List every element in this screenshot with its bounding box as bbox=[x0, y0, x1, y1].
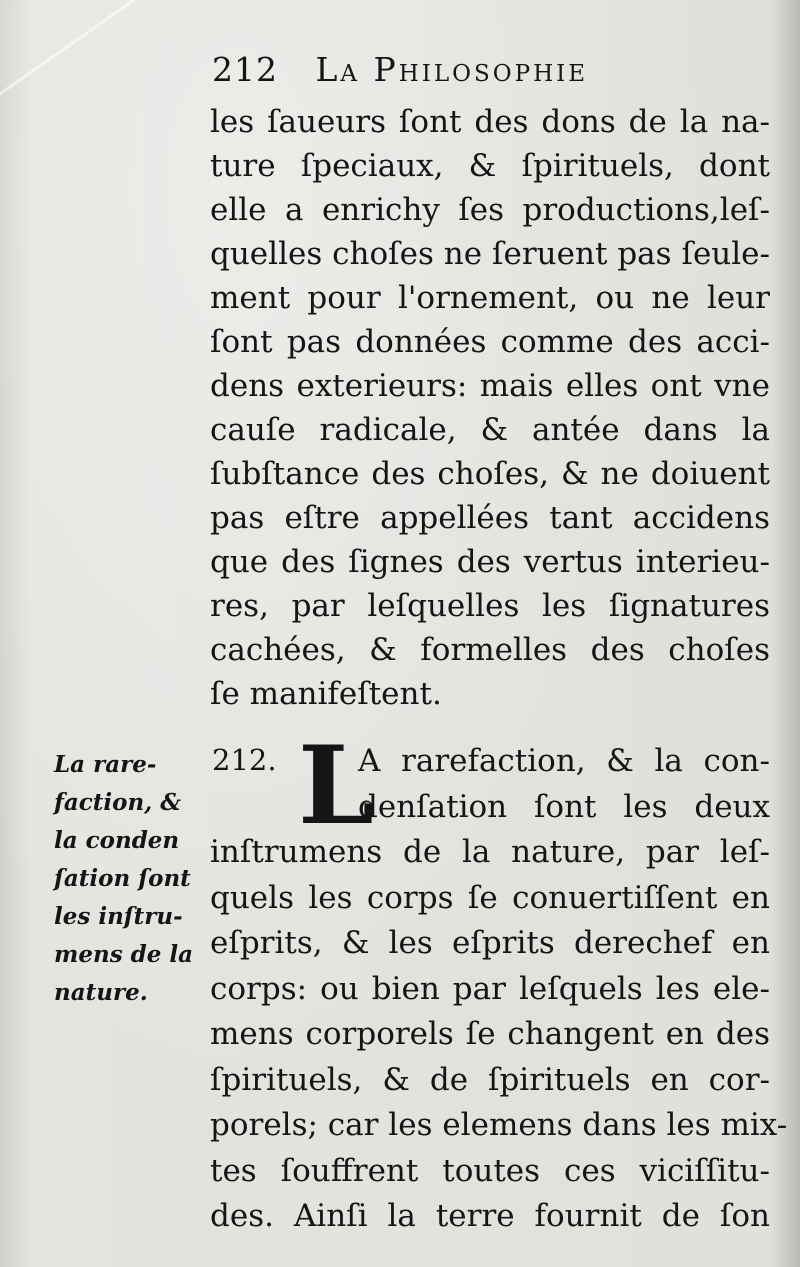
text-line: quelles choſes ne ſeruent pas ſeule- bbox=[210, 236, 770, 272]
text-line: eſprits, & les eſprits derechef en bbox=[210, 925, 770, 961]
text-line: tes ſouffrent toutes ces viciſſitu- bbox=[210, 1152, 770, 1189]
text-line: ſe manifeſtent. bbox=[210, 676, 442, 712]
text-line: elle a enrichy ſes productions,leſ- bbox=[210, 192, 770, 228]
text-line: ture ſpeciaux, & ſpirituels, dont bbox=[210, 148, 770, 184]
text-line: porels; car les elemens dans les mix- bbox=[210, 1107, 788, 1143]
paragraph-2 bbox=[210, 723, 788, 1240]
text-line: inſtrumens de la nature, par leſ- bbox=[210, 834, 770, 870]
text-line: A rarefaction, & la con- bbox=[358, 743, 770, 779]
marginal-note-line: faction, & bbox=[54, 789, 182, 816]
text-line: des. Ainſi la terre fournit de ſon bbox=[210, 1198, 770, 1234]
drop-cap: L bbox=[298, 723, 374, 849]
running-head bbox=[212, 50, 772, 100]
marginal-note bbox=[54, 746, 204, 1012]
text-line: cauſe radicale, & antée dans la bbox=[210, 412, 770, 448]
marginal-note-line: ſation ſont bbox=[54, 865, 191, 892]
marginal-note-line: mens de la bbox=[54, 941, 194, 968]
text-line: ſont pas données comme des acci- bbox=[210, 324, 770, 360]
text-line: denſation ſont les deux bbox=[358, 789, 770, 825]
text-line: ſpirituels, & de ſpirituels en cor- bbox=[210, 1061, 770, 1098]
text-line: les ſaueurs ſont des dons de la na- bbox=[210, 104, 770, 140]
marginal-note-line: La rare- bbox=[54, 751, 157, 778]
paragraph-2-opening bbox=[210, 723, 770, 849]
text-line: pas eſtre appellées tant accidens bbox=[210, 500, 770, 536]
text-line: que des ſignes des vertus interieu- bbox=[210, 544, 770, 580]
paragraph-1 bbox=[210, 100, 770, 716]
running-title: La Philosophie bbox=[315, 50, 589, 89]
text-line: corps: ou bien par leſquels les ele- bbox=[210, 970, 770, 1007]
page-number: 212 bbox=[212, 50, 278, 89]
text-line: res, par leſquelles les ſignatures bbox=[210, 588, 770, 624]
text-line: ment pour l'ornement, ou ne leur bbox=[210, 280, 770, 316]
text-line: ſubſtance des choſes, & ne doiuent bbox=[210, 456, 770, 492]
text-line: mens corporels ſe changent en des bbox=[210, 1016, 770, 1052]
drop-cap-lines bbox=[358, 738, 770, 830]
marginal-note-line: les inſtru- bbox=[54, 903, 183, 930]
paragraph-number: 212. bbox=[212, 743, 277, 777]
marginal-note-line: nature. bbox=[54, 979, 148, 1006]
text-line: quels les corps ſe conuertiſſent en bbox=[210, 879, 770, 916]
marginal-note-line: la conden bbox=[54, 827, 180, 854]
text-line: cachées, & formelles des choſes bbox=[210, 632, 770, 668]
text-line: dens exterieurs: mais elles ont vne bbox=[210, 368, 770, 404]
